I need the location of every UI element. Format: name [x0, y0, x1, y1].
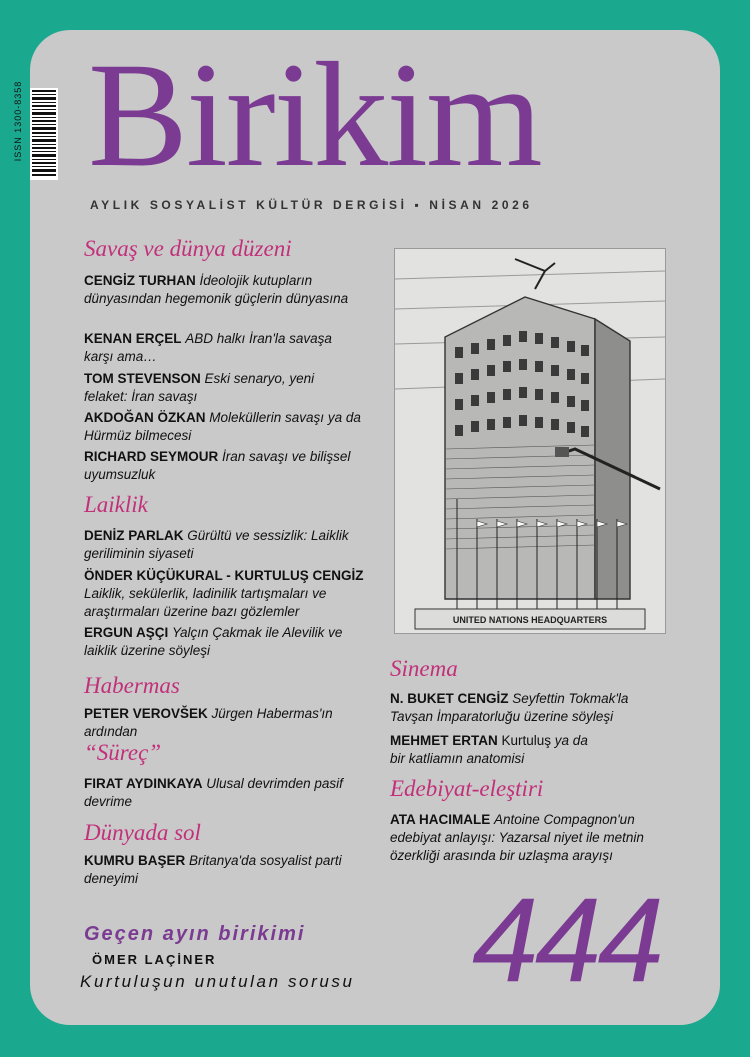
- issn-label: ISSN 1300-8358: [13, 80, 23, 162]
- section-title-savas: Savaş ve dünya düzeni: [84, 236, 292, 261]
- article-entry[interactable]: [84, 409, 374, 445]
- article-author: FIRAT AYDINKAYA: [84, 776, 203, 791]
- masthead: Birikim: [88, 32, 541, 198]
- article-title: Gürültü ve sessizlik: Laiklik geriliminin siyaseti: [84, 528, 349, 561]
- article-title: Antoine Compagnon'un edebiyat anlayışı: Yazarsal niyet ile metnin özerkliği arasında bir uzlaşma arayışı: [390, 812, 644, 863]
- article-entry[interactable]: [390, 690, 690, 726]
- magazine-subtitle: AYLIK SOSYALİST KÜLTÜR DERGİSİ ▪ NİSAN 2026: [90, 198, 533, 212]
- article-entry[interactable]: [84, 775, 344, 811]
- article-author: CENGİZ TURHAN: [84, 273, 196, 288]
- article-author: ERGUN AŞÇI: [84, 625, 169, 640]
- article-title-line2: Tavşan İmparatorluğu üzerine söyleşi: [390, 709, 614, 724]
- article-title-tail: ya da: [551, 733, 588, 748]
- article-entry[interactable]: [84, 370, 354, 406]
- article-author: KENAN ERÇEL: [84, 331, 182, 346]
- article-title: İran savaşı ve bilişsel uyumsuzluk: [84, 449, 351, 482]
- article-title: ABD halkı İran'la savaşa karşı ama…: [84, 331, 332, 364]
- article-entry[interactable]: [84, 272, 374, 308]
- article-title: İdeolojik kutupların dünyasından hegemonik güçlerin dünyasına: [84, 273, 349, 306]
- article-author: KUMRU BAŞER: [84, 853, 186, 868]
- article-entry[interactable]: [390, 732, 690, 768]
- article-title-line2: bir katliamın anatomisi: [390, 751, 525, 766]
- article-title: Britanya'da sosyalist parti deneyimi: [84, 853, 342, 886]
- previous-issue-title: Kurtuluşun unutulan sorusu: [80, 972, 355, 991]
- section-title-habermas: Habermas: [84, 673, 180, 698]
- article-author: MEHMET ERTAN: [390, 733, 498, 748]
- previous-issue-author: ÖMER LAÇİNER: [92, 952, 217, 967]
- article-entry[interactable]: [84, 624, 354, 660]
- illustration-sign-text: UNITED NATIONS HEADQUARTERS: [452, 615, 608, 625]
- article-entry[interactable]: [84, 567, 374, 621]
- article-author: N. BUKET CENGİZ: [390, 691, 509, 706]
- article-author: TOM STEVENSON: [84, 371, 201, 386]
- article-entry[interactable]: [390, 811, 665, 865]
- article-title: Eski senaryo, yeni felaket: İran savaşı: [84, 371, 315, 404]
- section-title-dunyada-sol: Dünyada sol: [84, 820, 201, 845]
- un-building-drawing: [395, 249, 665, 633]
- article-author: ÖNDER KÜÇÜKURAL - KURTULUŞ CENGİZ: [84, 568, 364, 583]
- article-title: Jürgen Habermas'ın ardından: [84, 706, 333, 739]
- article-title: Seyfettin Tokmak'la: [512, 691, 629, 706]
- article-author: AKDOĞAN ÖZKAN: [84, 410, 206, 425]
- article-title-film: Kurtuluş: [501, 733, 552, 748]
- article-entry[interactable]: [84, 852, 354, 888]
- article-title: Laiklik, sekülerlik, ladinilik tartışmaları ve araştırmaları üzerine bazı gözlemler: [84, 586, 327, 619]
- article-title: Yalçın Çakmak ile Alevilik ve laiklik üzerine söyleşi: [84, 625, 343, 658]
- section-title-surec: “Süreç”: [84, 740, 162, 765]
- article-entry[interactable]: [84, 527, 354, 563]
- article-author: PETER VEROVŠEK: [84, 706, 208, 721]
- cover-illustration: [394, 248, 666, 634]
- article-entry[interactable]: [84, 330, 334, 366]
- barcode: [30, 88, 58, 180]
- article-author: RICHARD SEYMOUR: [84, 449, 219, 464]
- article-author: DENİZ PARLAK: [84, 528, 184, 543]
- article-title: Ulusal devrimden pasif devrime: [84, 776, 343, 809]
- article-entry[interactable]: [84, 705, 354, 741]
- section-title-laiklik: Laiklik: [84, 492, 148, 517]
- article-entry[interactable]: [84, 448, 354, 484]
- issue-number: 444: [472, 873, 661, 1007]
- previous-issue-heading: Geçen ayın birikimi: [84, 923, 306, 945]
- section-title-sinema: Sinema: [390, 656, 458, 681]
- article-title: Moleküllerin savaşı ya da Hürmüz bilmecesi: [84, 410, 361, 443]
- section-title-edebiyat: Edebiyat-eleştiri: [390, 776, 544, 801]
- article-author: ATA HACIMALE: [390, 812, 491, 827]
